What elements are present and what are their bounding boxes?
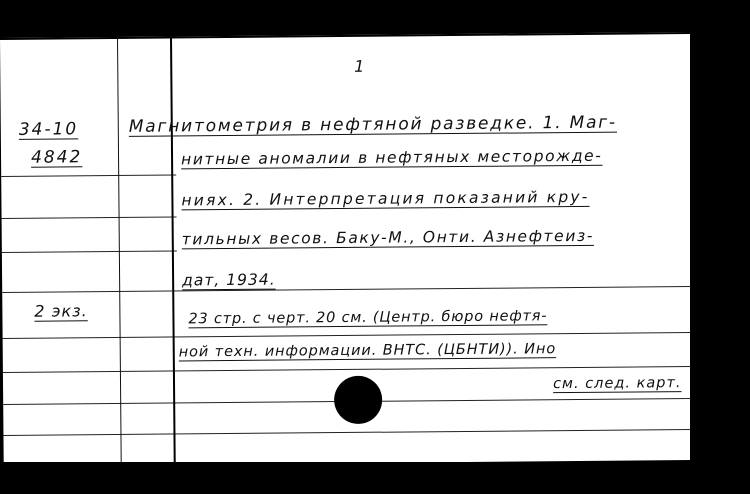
punch-hole [334, 376, 382, 424]
call-number-bottom: 4842 [30, 147, 83, 168]
ruled-line [1, 174, 176, 177]
text-line-4: тильных весов. Баку-М., Онти. Азнефтеиз- [181, 226, 595, 249]
page-number: 1 [354, 56, 366, 76]
text-line-2: нитные аномалии в нефтяных месторожде- [180, 146, 603, 169]
ruled-line [3, 429, 705, 436]
scan-edge [0, 462, 750, 494]
ruled-line [3, 332, 705, 339]
text-line-6: 23 стр. с черт. 20 см. (Центр. бюро нефтя- [188, 308, 548, 328]
text-line-7: ной техн. информации. ВНТС. (ЦБНТИ)). Ино [178, 341, 557, 361]
catalog-card [0, 32, 706, 466]
ruled-line [2, 286, 704, 293]
copies-note: 2 экз. [34, 301, 88, 321]
ruled-line [3, 366, 705, 373]
ruled-line [2, 216, 177, 219]
text-line-1: Магнитометрия в нефтяной разведке. 1. Маг- [128, 112, 618, 137]
ruled-line [0, 32, 702, 40]
scan-edge [690, 20, 750, 494]
text-line-3: ниях. 2. Интерпретация показаний кру- [181, 187, 590, 210]
ruled-line [2, 250, 177, 253]
text-line-8: см. след. карт. [552, 375, 682, 393]
call-number-top: 34-10 [18, 119, 79, 140]
text-line-5: дат, 1934. [182, 270, 276, 290]
